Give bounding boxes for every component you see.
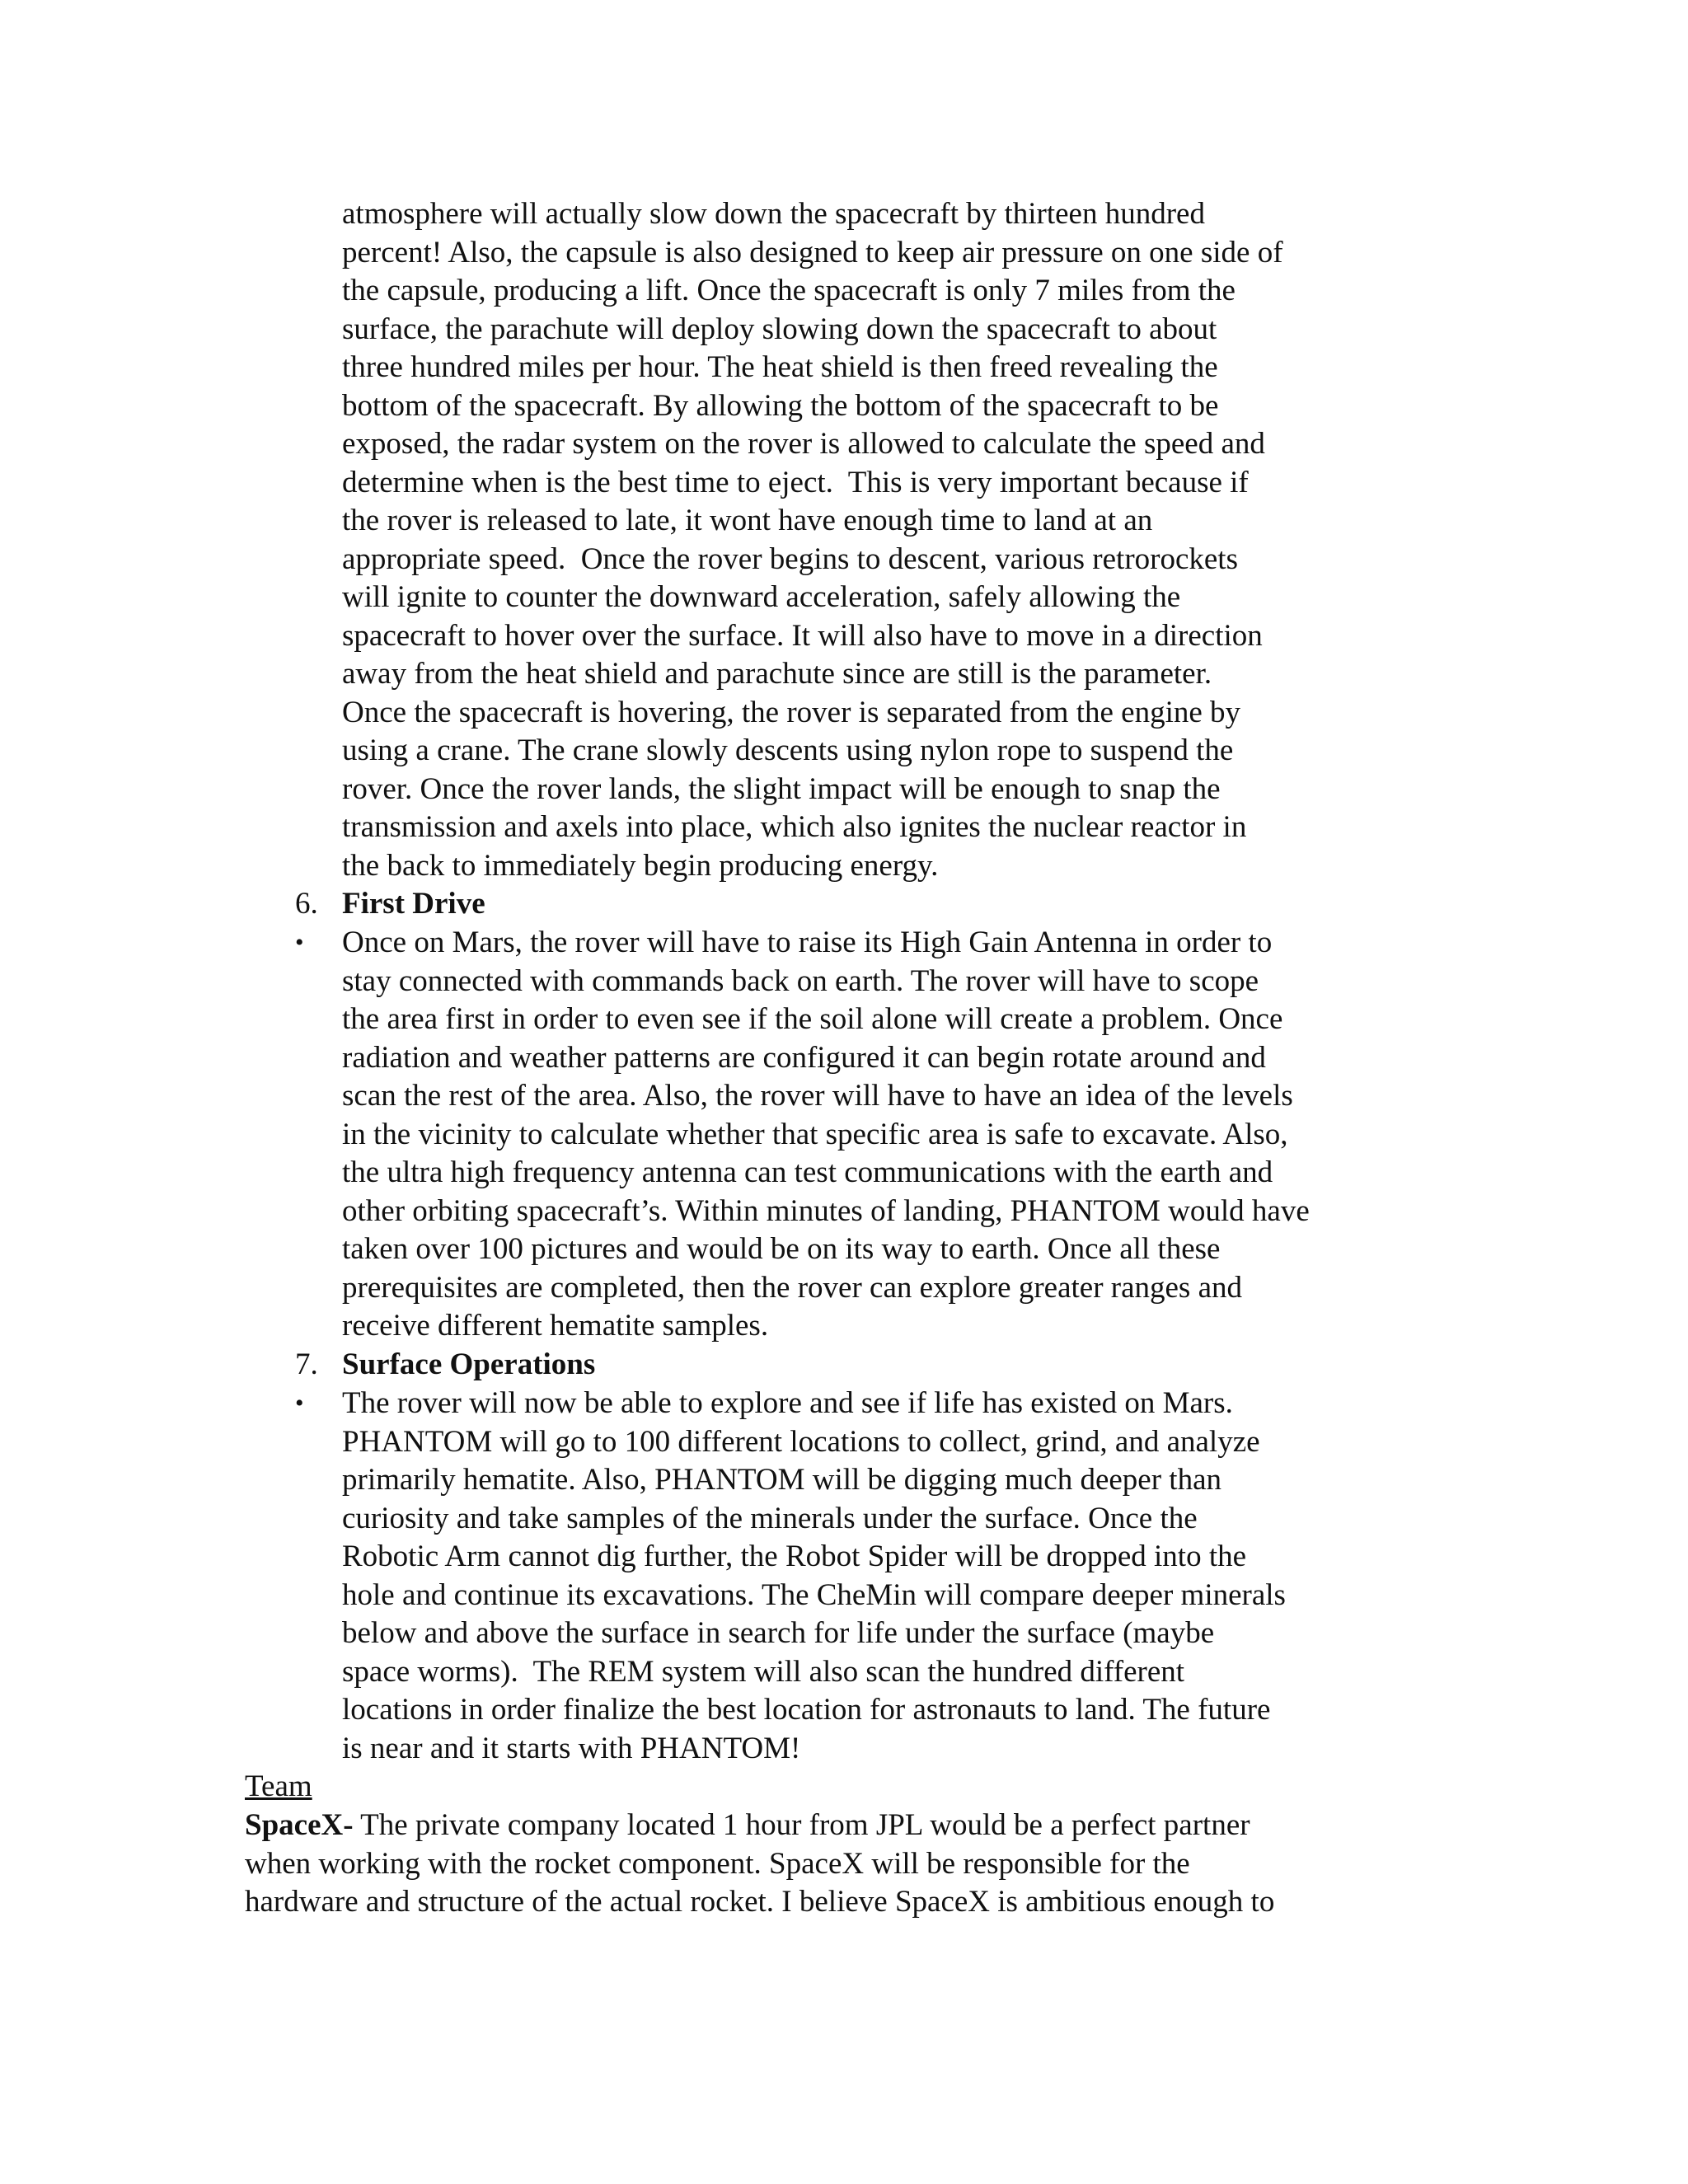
spacex-paragraph	[245, 1807, 1274, 1922]
section-6-number: 6.	[295, 887, 318, 921]
section-6-title: First Drive	[342, 887, 485, 921]
spacex-label: SpaceX-	[245, 1808, 354, 1842]
section-7-paragraph: The rover will now be able to explore and see if life has existed on Mars. PHANTOM will go to 100 different locations to collect, grind, and analyze primarily hematite. Also, PHANTOM will be digging much deeper than curiosity and take samples of the minerals under the surface. Once the Robotic Arm cannot dig further, the Robot Spider will be dropped into the hole and continue its excavations. The CheMin will compare deeper minerals below and above the surface in search for life under the surface (maybe space worms). The REM system will also scan the hundred different locations in order finalize the best location for astronauts to land. The future is near and it starts with PHANTOM!	[342, 1386, 1286, 1765]
section-6-paragraph: Once on Mars, the rover will have to raise its High Gain Antenna in order to stay connected with commands back on earth. The rover will have to scope the area first in order to even see if the soil alone will create a problem. Once radiation and weather patterns are configured it can begin rotate around and scan the rest of the area. Also, the rover will have to have an idea of the levels in the vicinity to calculate whether that specific area is safe to excavate. Also, the ultra high frequency antenna can test communications with the earth and other orbiting spacecraft’s. Within minutes of landing, PHANTOM would have taken over 100 pictures and would be on its way to earth. Once all these prerequisites are completed, then the rover can explore greater ranges and receive different hematite samples.	[342, 926, 1310, 1343]
team-heading: Team	[245, 1769, 312, 1803]
section-5-continued-paragraph: atmosphere will actually slow down the spacecraft by thirteen hundred percent! Also, the capsule is also designed to keep air pressure on one side of the capsule, producing a lift. Once the spacecraft is only 7 miles from the surface, the parachute will deploy slowing down the spacecraft to about three hundred miles per hour. The heat shield is then freed revealing the bottom of the spacecraft. By allowing the bottom of the spacecraft to be exposed, the radar system on the rover is allowed to calculate the speed and determine when is the best time to eject. This is very important because if the rover is released to late, it wont have enough time to land at an appropriate speed. Once the rover begins to descent, various retrorockets will ignite to counter the downward acceleration, safely allowing the spacecraft to hover over the surface. It will also have to move in a direction away from the heat shield and parachute since are still is the parameter. Once the spacecraft is hovering, the rover is separated from the engine by using a crane. The crane slowly descents using nylon rope to suspend the rover. Once the rover lands, the slight impact will be enough to snap the transmission and axels into place, which also ignites the nuclear reactor in the back to immediately begin producing energy.	[342, 197, 1283, 883]
section-7-number: 7.	[295, 1347, 318, 1381]
section-7-heading	[295, 1346, 595, 1385]
section-7-bullet-icon: •	[295, 1390, 304, 1417]
spacex-text: The private company located 1 hour from JPL would be a perfect partner when working with the rocket component. SpaceX will be responsible for the hardware and structure of the actual rocket. I believe SpaceX is ambitious enough to	[245, 1808, 1275, 1919]
section-7-title: Surface Operations	[342, 1347, 596, 1381]
section-6-heading	[295, 885, 485, 924]
section-6-bullet-icon: •	[295, 929, 304, 956]
